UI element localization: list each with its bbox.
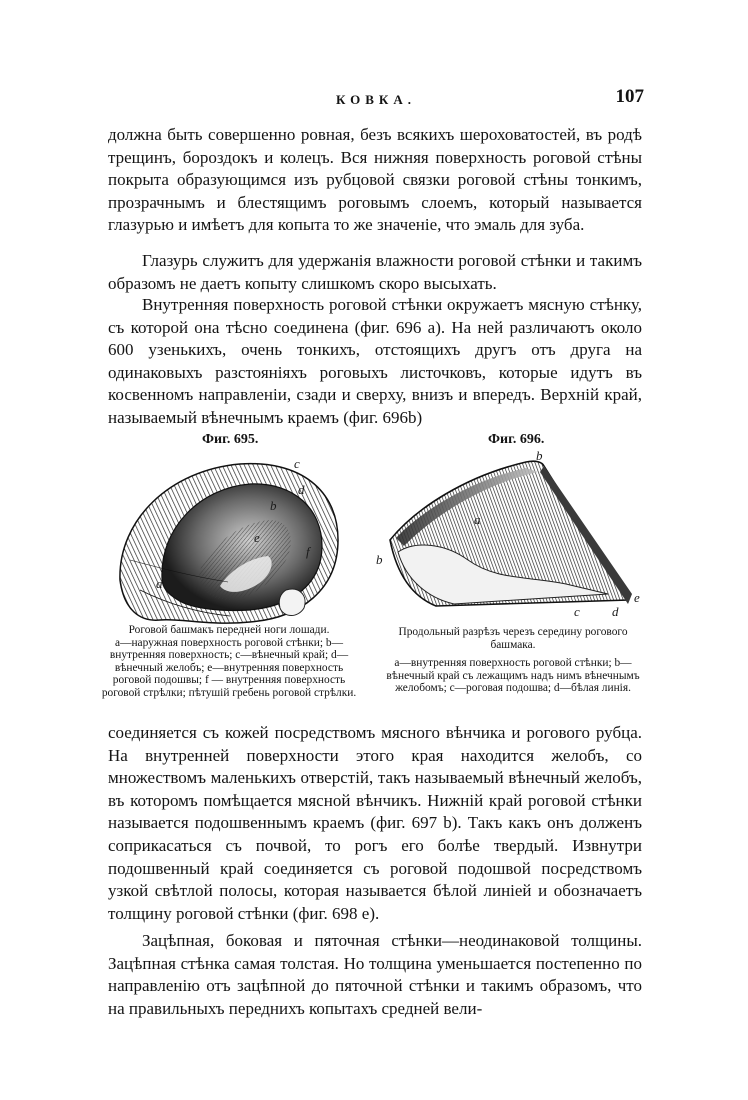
- figure-696-caption-body: a—внутренняя поверхность роговой стѣнки; b—вѣнечный край съ лежащимъ надъ нимъ вѣнечнымъ желобомъ; c—роговая подошва; d—бѣлая линія.: [386, 657, 640, 695]
- figure-696-caption-head: Продольный разрѣзъ черезъ середину рогового башмака.: [398, 626, 628, 651]
- figure-695-title: Фиг. 695.: [202, 432, 259, 447]
- paragraph-4: соединяется съ кожей посредствомъ мясного вѣнчика и рогового рубца. На внутренней поверхности этого края находится желобъ, со множествомъ маленькихъ отверстій, такъ называемый вѣнечный желобъ, въ которомъ помѣщается мясной вѣнчикъ. Нижній край роговой стѣнки называется подошвеннымъ краемъ (фиг. 697 b). Такъ какъ онъ долженъ соприкасаться съ почвой, то рогъ его болѣе твердый. Извнутри подошвенный край соединяется съ роговой подошвой посредствомъ узкой свѣтлой полосы, которая называется бѣлой линіей и обозначаетъ толщину роговой стѣнки (фиг. 698 е).: [108, 723, 642, 923]
- hoof-section-illustration: [376, 448, 646, 618]
- fig695-letter-b: b: [270, 498, 277, 513]
- figure-695-caption-head: Роговой башмакъ передней ноги лошади.: [128, 624, 330, 636]
- hoof-shoe-illustration: [100, 450, 370, 640]
- figure-695: [100, 430, 370, 720]
- figure-696-caption: [382, 626, 644, 695]
- fig696-letter-d: d: [612, 604, 619, 619]
- paragraph-5: Зацѣпная, боковая и пяточная стѣнки—неодинаковой толщины. Зацѣпная стѣнка самая толстая. Но толщина уменьшается постепенно по направленію отъ зацѣпной до пяточной стѣнки и такимъ образомъ, что на правильныхъ переднихъ копытахъ средней вели-: [108, 931, 642, 1018]
- page-number: 107: [615, 86, 644, 107]
- fig695-letter-a: a: [156, 576, 163, 591]
- running-head: [108, 86, 644, 112]
- fig695-letter-d: d: [298, 482, 305, 497]
- figure-696: [376, 430, 656, 720]
- fig696-letter-a: a: [474, 512, 481, 527]
- fig695-letter-c: c: [294, 456, 300, 471]
- figure-696-title: Фиг. 696.: [488, 432, 545, 447]
- running-title: КОВКА.: [336, 92, 416, 107]
- fig696-letter-c: c: [574, 604, 580, 619]
- figure-695-caption-body: a—наружная поверхность роговой стѣнки; b—внутренняя поверхность; c—вѣнечный край; d—вѣнечный желобъ; e—внутренняя поверхность роговой подошвы; f — внутренняя поверхность роговой стрѣлки; пѣтушій гребень роговой стрѣлки.: [101, 636, 357, 699]
- paragraph-2: Глазурь служитъ для удержанія влажности роговой стѣнки и такимъ образомъ не даетъ копыту слишкомъ скоро высыхать.: [108, 251, 642, 293]
- figure-695-caption: [100, 624, 358, 700]
- fig696-letter-e: e: [634, 590, 640, 605]
- paragraph-1: должна быть совершенно ровная, безъ всякихъ шероховатостей, въ родѣ трещинъ, бороздокъ и колецъ. Вся нижняя поверхность роговой стѣны покрыта образующимся изъ рубцовой связки роговой стѣны тонкимъ, прозрачнымъ и блестящимъ роговымъ слоемъ, который называется глазурью и имѣетъ для копыта то же значеніе, что эмаль для зуба.: [108, 125, 642, 235]
- fig695-letter-f: f: [306, 544, 310, 559]
- fig696-letter-b-left: b: [376, 552, 383, 567]
- fig695-letter-e: e: [254, 530, 260, 545]
- paragraph-3: Внутренняя поверхность роговой стѣнки окружаетъ мясную стѣнку, съ которой она тѣсно соединена (фиг. 696 а). На ней различаютъ около 600 узенькихъ, очень тонкихъ, отстоящихъ другъ отъ друга на одинаковыхъ разстояніяхъ роговыхъ листочковъ, которые идутъ въ косвенномъ направленіи, сзади и сверху, внизъ и впередъ. Верхній край, называемый вѣнечнымъ краемъ (фиг. 696b): [108, 295, 642, 427]
- fig696-letter-b-top: b: [536, 448, 543, 463]
